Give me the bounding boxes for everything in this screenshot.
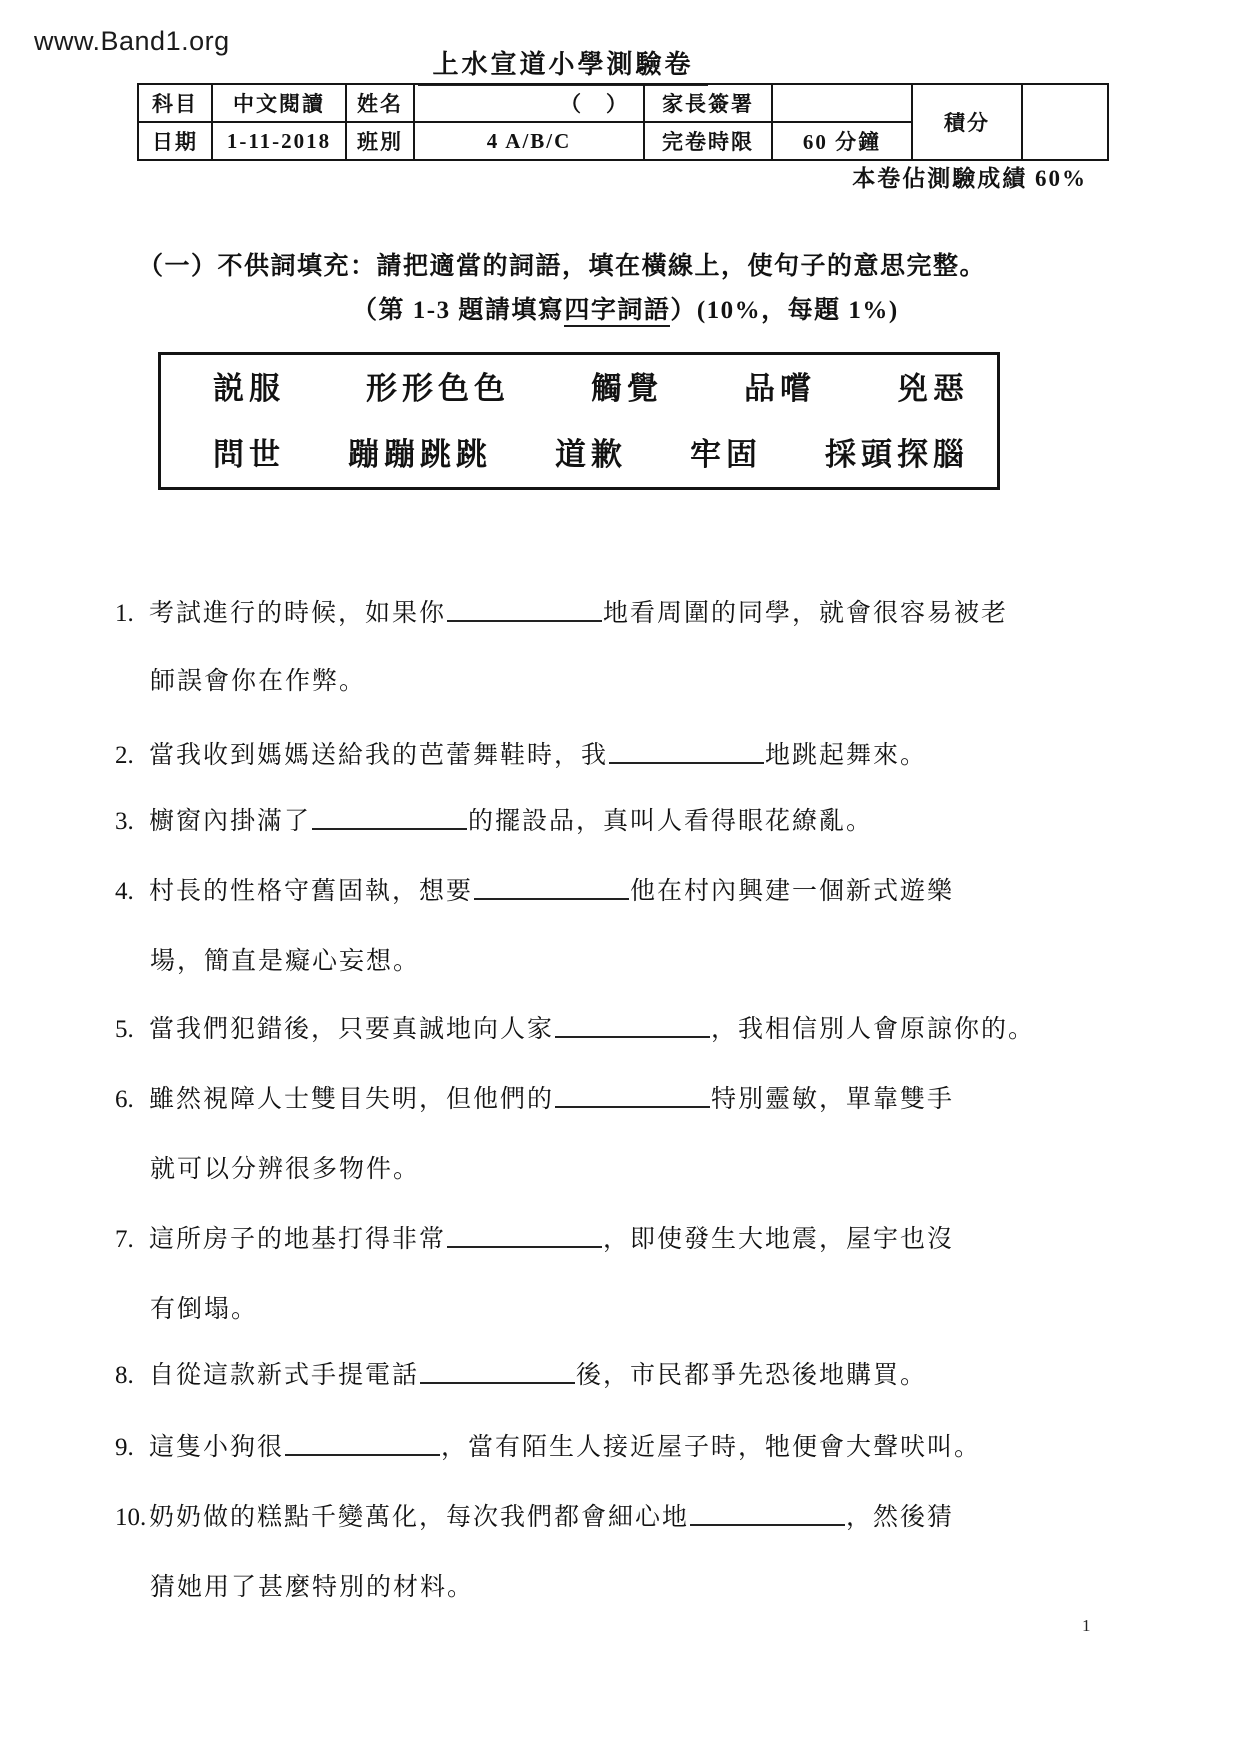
question-text: 後，市民都爭先恐後地購買。 [576,1362,928,1389]
answer-blank [555,1102,710,1108]
question-text: 考試進行的時候，如果你 [149,600,447,627]
subject-label: 科目 [138,84,212,122]
question-text: 村長的性格守舊固執，想要 [149,878,474,905]
instruction-suffix: ）(10%，每題 1%) [670,297,899,324]
question-number: 6. [115,1086,134,1113]
class-value: 4 A/B/C [414,122,644,160]
question-6-line-1 [115,1084,1125,1117]
question-1-line-2: 師誤會你在作弊。 [150,668,367,695]
time-limit-label: 完卷時限 [644,122,772,160]
question-text: 的擺設品，真叫人看得眼花繚亂。 [468,808,874,835]
answer-blank [420,1378,575,1384]
question-number: 7. [115,1226,134,1253]
date-label: 日期 [138,122,212,160]
word-bank-item: 觸覺 [591,370,663,406]
page-title: 上水宣道小學測驗卷 [418,44,708,86]
time-limit-value: 60 分鐘 [772,122,912,160]
word-bank-item: 説服 [213,370,285,406]
question-10-line-2: 猜她用了甚麼特別的材料。 [150,1574,475,1601]
question-7-line-1 [115,1224,1125,1257]
question-4-line-1 [115,876,1125,909]
word-bank-item: 採頭探腦 [825,436,969,472]
question-number: 1. [115,600,134,627]
question-text: 地跳起舞來。 [765,742,928,769]
date-value: 1-11-2018 [212,122,346,160]
word-bank-item: 道歉 [555,436,627,472]
question-number: 2. [115,742,134,769]
question-text: 這所房子的地基打得非常 [149,1226,447,1253]
question-9-line-1 [115,1432,1125,1465]
parent-signature-label: 家長簽署 [644,84,772,122]
question-number: 4. [115,878,134,905]
question-6-line-2: 就可以分辨很多物件。 [150,1156,421,1183]
answer-blank [609,758,764,764]
name-field: （ ） [414,84,644,122]
word-bank-box [158,352,1000,490]
question-number: 3. [115,808,134,835]
question-text: 奶奶做的糕點千變萬化，每次我們都會細心地 [149,1504,690,1531]
name-label: 姓名 [346,84,414,122]
word-bank-item: 問世 [213,436,285,472]
question-2-line-1 [115,740,1125,773]
subject-value: 中文閱讀 [212,84,346,122]
score-label: 積分 [912,84,1022,160]
answer-blank [474,894,629,900]
question-number: 9. [115,1434,134,1461]
section-instruction-line-2 [352,290,899,326]
section-instruction-line-1: （一）不供詞填充：請把適當的詞語，填在橫線上，使句子的意思完整。 [138,253,987,280]
question-3-line-1 [115,806,1125,839]
question-text: ，即使發生大地震，屋宇也沒 [603,1226,955,1253]
question-number: 5. [115,1016,134,1043]
score-field [1022,84,1108,160]
watermark: www.Band1.org [34,26,230,56]
word-bank-item: 牢固 [690,436,762,472]
class-label: 班別 [346,122,414,160]
question-text: ，然後猜 [846,1504,955,1531]
page-number: 1 [1082,1616,1091,1635]
answer-blank [555,1032,710,1038]
question-8-line-1 [115,1360,1125,1393]
question-7-line-2: 有倒塌。 [150,1296,259,1323]
question-5-line-1 [115,1014,1125,1047]
question-text: 櫥窗內掛滿了 [149,808,312,835]
question-text: 雖然視障人士雙目失明，但他們的 [149,1086,555,1113]
question-text: 地看周圍的同學，就會很容易被老 [603,600,1009,627]
question-text: 自從這款新式手提電話 [149,1362,420,1389]
word-bank-item: 蹦蹦跳跳 [348,436,492,472]
word-bank-item: 兇惡 [897,370,969,406]
instruction-underlined-term: 四字詞語 [564,297,670,327]
answer-blank [447,1242,602,1248]
instruction-prefix: （第 1-3 題請填寫 [352,297,565,324]
parent-signature-field [772,84,912,122]
question-text: 當我們犯錯後，只要真誠地向人家 [149,1016,555,1043]
answer-blank [690,1520,845,1526]
question-number: 8. [115,1362,134,1389]
word-bank-item: 品嚐 [744,370,816,406]
weight-note: 本卷佔測驗成績 60% [852,166,1087,191]
question-text: 他在村內興建一個新式遊樂 [630,878,955,905]
answer-blank [447,616,602,622]
word-bank-item: 形形色色 [366,370,510,406]
question-text: ，當有陌生人接近屋子時，牠便會大聲吠叫。 [441,1434,982,1461]
question-text: 這隻小狗很 [149,1434,285,1461]
question-1-line-1 [115,598,1125,631]
word-bank-row-1 [161,370,997,406]
question-text: 特別靈敏，單靠雙手 [711,1086,955,1113]
question-text: 當我收到媽媽送給我的芭蕾舞鞋時，我 [149,742,609,769]
question-number: 10. [115,1504,147,1531]
question-text: ，我相信別人會原諒你的。 [711,1016,1036,1043]
answer-blank [285,1450,440,1456]
word-bank-row-2 [161,436,997,472]
header-info-table [137,83,1109,161]
answer-blank [312,824,467,830]
question-10-line-1 [115,1502,1125,1535]
question-4-line-2: 場，簡直是癡心妄想。 [150,948,421,975]
